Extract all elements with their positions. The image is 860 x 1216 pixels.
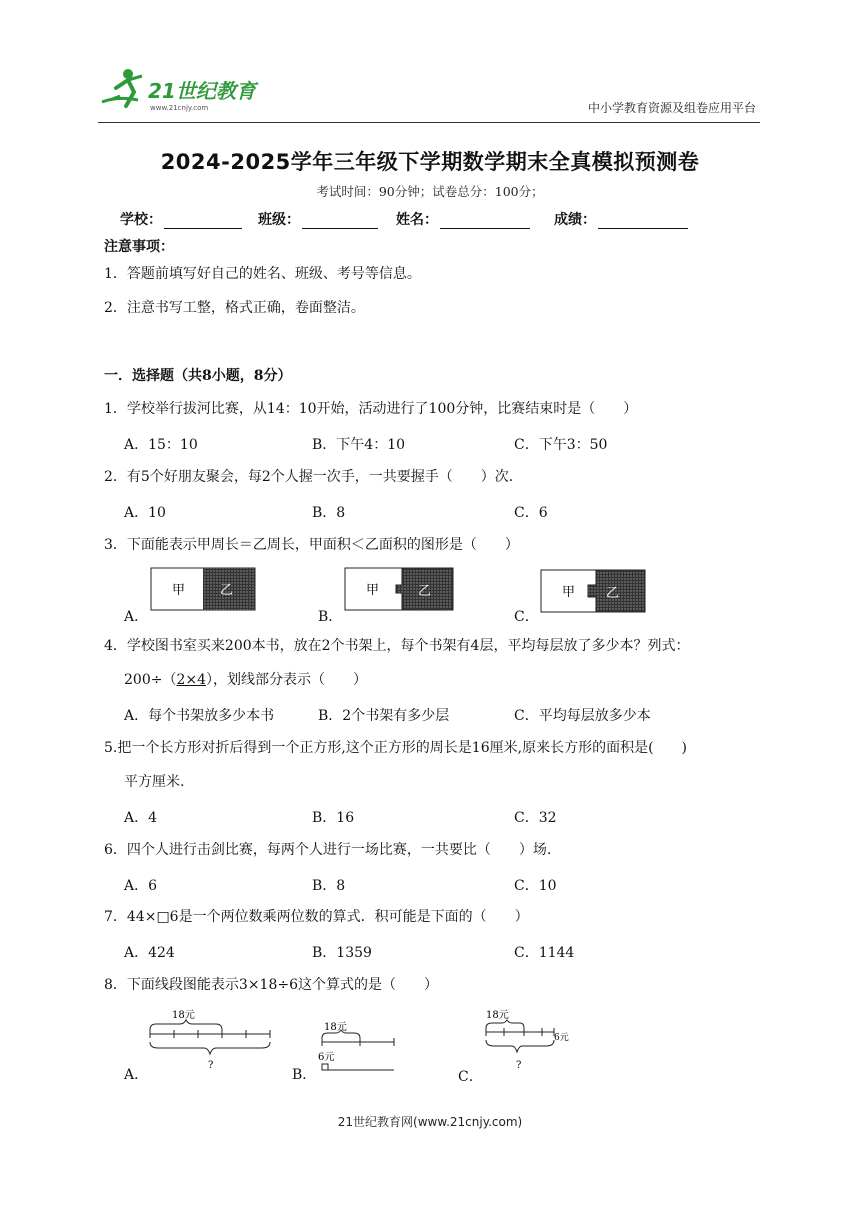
question-5: 5.把一个长方形对折后得到一个正方形,这个正方形的周长是16厘米,原来长方形的面积是( ) (104, 740, 687, 756)
notice-item: 1．答题前填写好自己的姓名、班级、考号等信息。 (104, 266, 421, 282)
question-1: 1．学校举行拔河比赛，从14：10开始，活动进行了100分钟，比赛结束时是（ ） (104, 401, 638, 417)
section-heading: 一．选择题（共8小题，8分） (104, 368, 292, 384)
platform-label: 中小学教育资源及组卷应用平台 (587, 101, 756, 115)
question-5-cont: 平方厘米. (124, 774, 185, 790)
page-title: 2024-2025学年三年级下学期数学期末全真模拟预测卷 (160, 150, 700, 174)
underlined-part: 2×4 (176, 672, 206, 688)
q8-option-c[interactable]: C． (458, 1069, 483, 1085)
q3-figure-b (344, 567, 454, 611)
svg-text:乙: 乙 (606, 586, 620, 601)
question-7: 7．44×□6是一个两位数乘两位数的算式．积可能是下面的（ ） (104, 909, 529, 925)
exam-subtitle: 考试时间：90分钟；试卷总分：100分； (316, 184, 544, 199)
name-field[interactable]: 姓名： (396, 209, 530, 229)
q6-option-c[interactable]: C．10 (514, 878, 557, 894)
q7-option-b[interactable]: B．1359 (312, 945, 372, 961)
score-field[interactable]: 成绩： (554, 209, 688, 229)
question-4: 4．学校图书室买来200本书，放在2个书架上，每个书架有4层，平均每层放了多少本？列式： (104, 638, 690, 654)
q3-option-a[interactable]: A． (124, 609, 149, 625)
school-field[interactable]: 学校： (120, 209, 242, 229)
svg-text:乙: 乙 (418, 584, 432, 599)
svg-text:甲: 甲 (562, 585, 576, 600)
logo (98, 66, 263, 114)
svg-text:18元: 18元 (324, 1022, 347, 1033)
q5-option-a[interactable]: A．4 (124, 810, 158, 826)
question-3: 3．下面能表示甲周长＝乙周长，甲面积＜乙面积的图形是（ ） (104, 537, 519, 553)
q3-option-b[interactable]: B． (318, 609, 343, 625)
svg-text:6元: 6元 (554, 1033, 569, 1043)
svg-text:甲: 甲 (172, 583, 186, 598)
q4-option-a[interactable]: A．每个书架放多少本书 (124, 708, 275, 724)
notice-item: 2．注意书写工整，格式正确，卷面整洁。 (104, 300, 365, 316)
q6-option-a[interactable]: A．6 (124, 878, 158, 894)
header-divider (98, 122, 760, 123)
q7-option-a[interactable]: A．424 (124, 945, 175, 961)
question-6: 6．四个人进行击剑比赛，每两个人进行一场比赛，一共要比（ ）场. (104, 842, 552, 858)
q1-option-b[interactable]: B．下午4：10 (312, 437, 406, 453)
q2-option-c[interactable]: C．6 (514, 505, 548, 521)
question-2: 2．有5个好朋友聚会，每2个人握一次手，一共要握手（ ）次． (104, 469, 523, 485)
q7-option-c[interactable]: C．1144 (514, 945, 575, 961)
q1-option-a[interactable]: A．15：10 (124, 437, 198, 453)
q4-option-b[interactable]: B．2个书架有多少层 (318, 708, 450, 724)
svg-text:甲: 甲 (366, 583, 380, 598)
q8-figure-b (316, 1016, 400, 1072)
svg-text:乙: 乙 (220, 583, 234, 598)
q5-option-c[interactable]: C．32 (514, 810, 557, 826)
q8-option-b[interactable]: B． (292, 1067, 317, 1083)
q6-option-b[interactable]: B．8 (312, 878, 346, 894)
notice-heading: 注意事项： (104, 239, 174, 255)
svg-text:18元: 18元 (486, 1010, 509, 1021)
class-field[interactable]: 班级： (258, 209, 378, 229)
question-8: 8．下面线段图能表示3×18÷6这个算式的是（ ） (104, 977, 438, 993)
page-footer: 21世纪教育网(www.21cnjy.com) (337, 1115, 523, 1129)
question-4-formula: 200÷（2×4），划线部分表示（ ） (124, 672, 367, 688)
q1-option-c[interactable]: C．下午3：50 (514, 437, 608, 453)
q5-option-b[interactable]: B．16 (312, 810, 355, 826)
svg-text:?: ? (208, 1060, 214, 1071)
q4-option-c[interactable]: C．平均每层放多少本 (514, 708, 651, 724)
q3-option-c[interactable]: C． (514, 609, 539, 625)
logo-url: www.21cnjy.com (150, 104, 209, 112)
logo-text: 21世纪教育 (148, 79, 256, 103)
q2-option-a[interactable]: A．10 (124, 505, 166, 521)
q8-option-a[interactable]: A． (124, 1067, 149, 1083)
runner-logo-icon (98, 66, 263, 114)
q2-option-b[interactable]: B．8 (312, 505, 346, 521)
svg-text:18元: 18元 (172, 1010, 195, 1021)
q3-figure-c (540, 569, 646, 613)
q3-figure-a (150, 567, 256, 611)
svg-text:6元: 6元 (318, 1052, 335, 1063)
q8-figure-c (484, 1006, 576, 1076)
q8-figure-a (146, 1006, 276, 1078)
svg-text:?: ? (516, 1060, 522, 1071)
